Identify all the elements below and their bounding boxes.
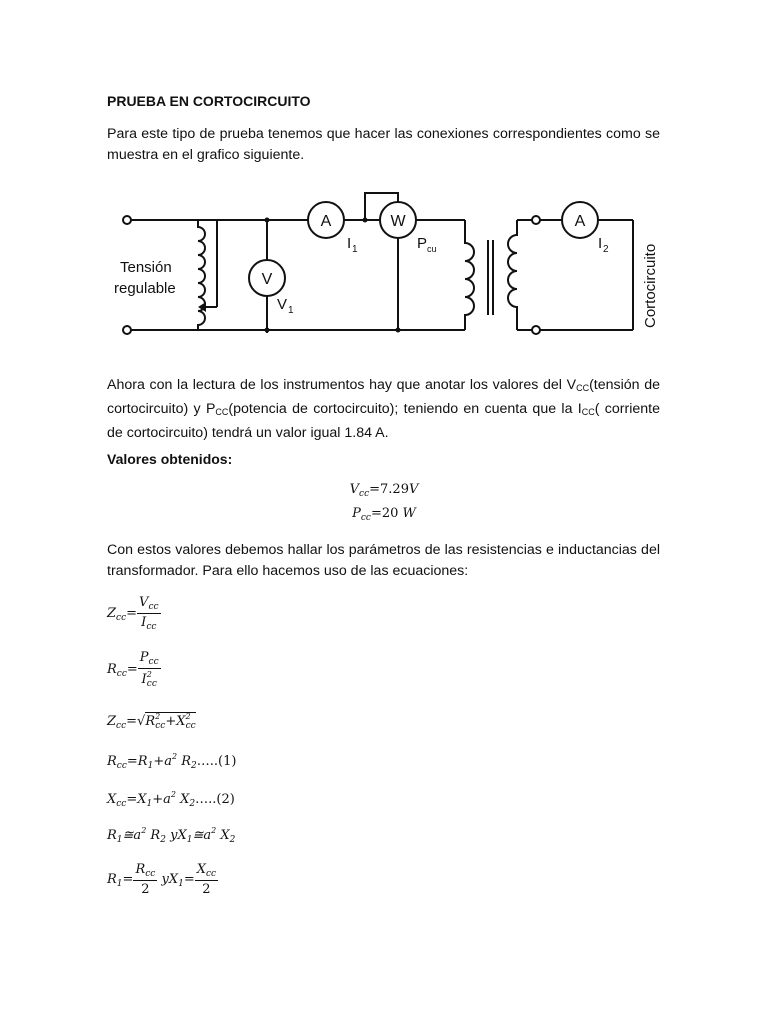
eq-sub: 1 (116, 879, 123, 889)
eq-term: I (141, 615, 147, 630)
eq-sub: 1 (116, 835, 123, 845)
fraction (137, 595, 160, 632)
eq-op: = (126, 662, 138, 677)
equation-zcc-ratio (107, 595, 161, 632)
eq-term: X (180, 792, 190, 807)
eq-sub: 1 (146, 799, 153, 809)
denominator: 2 (141, 882, 150, 897)
eq-op: =√ (126, 714, 146, 729)
eq-unit: V (408, 482, 419, 497)
text-fragment: Ahora con la lectura de los instrumentos hay que anotar los valores del V (107, 377, 577, 393)
eq-term: yX (170, 828, 187, 843)
eq-lhs: X (107, 792, 117, 807)
output-terminal-bottom (532, 326, 540, 334)
eq-lhs: R (107, 662, 117, 677)
eq-sub: cc (146, 679, 157, 689)
label-i2: I (598, 235, 603, 252)
label-pcu: P (417, 235, 428, 252)
eq-sub: 1 (178, 879, 184, 889)
eq-sup: 2 (155, 712, 161, 721)
eq-term: R (145, 714, 156, 729)
eq-term: =X (126, 792, 147, 807)
eq-sub: cc (360, 513, 371, 523)
wattmeter-label: W (390, 213, 406, 230)
values-title: Valores obtenidos: (107, 451, 233, 467)
eq-op: = (126, 606, 138, 621)
eq-term: P (139, 650, 149, 665)
eq-term: R (135, 862, 146, 877)
label-v1: V (277, 296, 288, 313)
equation-xcc-sum (107, 790, 235, 809)
eq-lhs: R (107, 872, 117, 887)
eq-sub: cc (148, 657, 159, 667)
section-heading: PRUEBA EN CORTOCIRCUITO (107, 93, 311, 109)
variac-coil (198, 220, 205, 330)
eq-sub: 1 (147, 761, 154, 771)
equation-pcc (0, 506, 768, 523)
label-i1-sub: 1 (352, 244, 358, 255)
subscript: CC (576, 383, 590, 393)
eq-term: =R (126, 754, 148, 769)
eq-sub: cc (146, 622, 157, 632)
label-regulable: regulable (114, 280, 176, 297)
eq-sym: P (352, 506, 361, 521)
eq-unit: W (402, 506, 416, 521)
subscript: CC (215, 407, 229, 417)
eq-sub: cc (116, 613, 127, 623)
input-terminal-top (123, 216, 131, 224)
numerator (195, 862, 218, 881)
eq-term: X (220, 828, 230, 843)
eq-sub: cc (116, 669, 127, 679)
eq-term: ≅a (122, 828, 142, 843)
fraction (138, 650, 161, 689)
circuit-diagram (110, 185, 670, 345)
eq-sub: 2 (189, 799, 196, 809)
text-fragment: ( corriente de cortocircuito) tendrá un valor igual 1.84 A. (107, 401, 660, 441)
eq-term: ≅a (192, 828, 212, 843)
eq-sub: cc (116, 799, 127, 809)
eq-val: =7.29 (369, 482, 409, 497)
denominator (137, 614, 160, 632)
eq-sub: 2 (191, 761, 197, 771)
eq-sub: cc (116, 721, 127, 731)
equations-intro-paragraph: Con estos valores debemos hallar los parámetros de las resistencias e inductancias del transformador. Para ello hacemos uso de las ecuaciones: (107, 542, 660, 579)
fraction (133, 862, 157, 897)
eq-sub: 2 (160, 835, 166, 845)
eq-lhs: R (107, 754, 117, 769)
label-tension: Tensión (120, 259, 172, 276)
numerator (137, 595, 160, 614)
eq-sup: 2 (211, 826, 217, 835)
eq-term: yX (161, 872, 179, 887)
eq-sup: 2 (146, 670, 152, 679)
eq-term: I (141, 672, 147, 687)
subscript: CC (581, 407, 595, 417)
eq-op: = (122, 872, 134, 887)
eq-sub: cc (205, 869, 217, 879)
eq-term: +a (153, 754, 172, 769)
label-i2-sub: 2 (603, 244, 609, 255)
eq-sub: cc (359, 489, 370, 499)
equation-zcc-sqrt (107, 712, 196, 731)
label-v1-sub: 1 (288, 305, 294, 316)
equation-halves (107, 862, 218, 897)
input-terminal-bottom (123, 326, 131, 334)
equation-rcc-ratio (107, 650, 161, 689)
eq-sym: V (349, 482, 360, 497)
text-fragment: (potencia de cortocircuito); teniendo en cuenta que la I (228, 401, 582, 417)
label-pcu-sub: cu (427, 244, 437, 254)
eq-sub: 1 (186, 835, 193, 845)
eq-term: X (176, 714, 186, 729)
eq-term: V (139, 595, 149, 610)
voltmeter-label: V (261, 271, 273, 288)
eq-sub: 2 (229, 835, 236, 845)
radicand (145, 712, 195, 729)
denominator: 2 (202, 882, 211, 897)
label-cortocircuito: Cortocircuito (642, 243, 659, 328)
eq-sub: cc (185, 721, 196, 731)
eq-sub: cc (148, 602, 159, 612)
output-terminal-top (532, 216, 540, 224)
eq-tail: …..(2) (195, 792, 235, 807)
equation-vcc (0, 482, 768, 499)
ammeter-1-label: A (320, 213, 332, 230)
intro-paragraph: Para este tipo de prueba tenemos que hacer las conexiones correspondientes como se muestra en el grafico siguiente. (107, 126, 660, 163)
eq-term: R (150, 828, 161, 843)
eq-lhs: Z (107, 714, 117, 729)
label-i1: I (347, 235, 352, 252)
eq-sub: cc (145, 869, 156, 879)
text-fragment: (tensión de cortocircuito) y P (107, 377, 660, 417)
equation-rcc-sum (107, 752, 236, 771)
numerator (133, 862, 157, 881)
eq-term: R (181, 754, 191, 769)
eq-lhs: Z (107, 606, 117, 621)
eq-sup: 2 (185, 712, 191, 721)
readings-paragraph (107, 375, 660, 444)
eq-sup: 2 (141, 826, 147, 835)
equation-approx (107, 826, 235, 845)
eq-term: R (107, 828, 117, 843)
eq-sup: 2 (171, 752, 178, 761)
ammeter-2-label: A (574, 213, 586, 230)
eq-sup: 2 (170, 790, 176, 799)
eq-term: +a (152, 792, 171, 807)
fraction (195, 862, 218, 897)
denominator (138, 669, 161, 689)
eq-op: + (165, 714, 177, 729)
eq-sub: cc (155, 721, 166, 731)
numerator (138, 650, 161, 669)
eq-op: = (183, 872, 195, 887)
eq-val: =20 (370, 506, 399, 521)
eq-tail: …..(1) (196, 754, 237, 769)
eq-term: X (196, 862, 206, 877)
eq-sub: cc (116, 761, 127, 771)
